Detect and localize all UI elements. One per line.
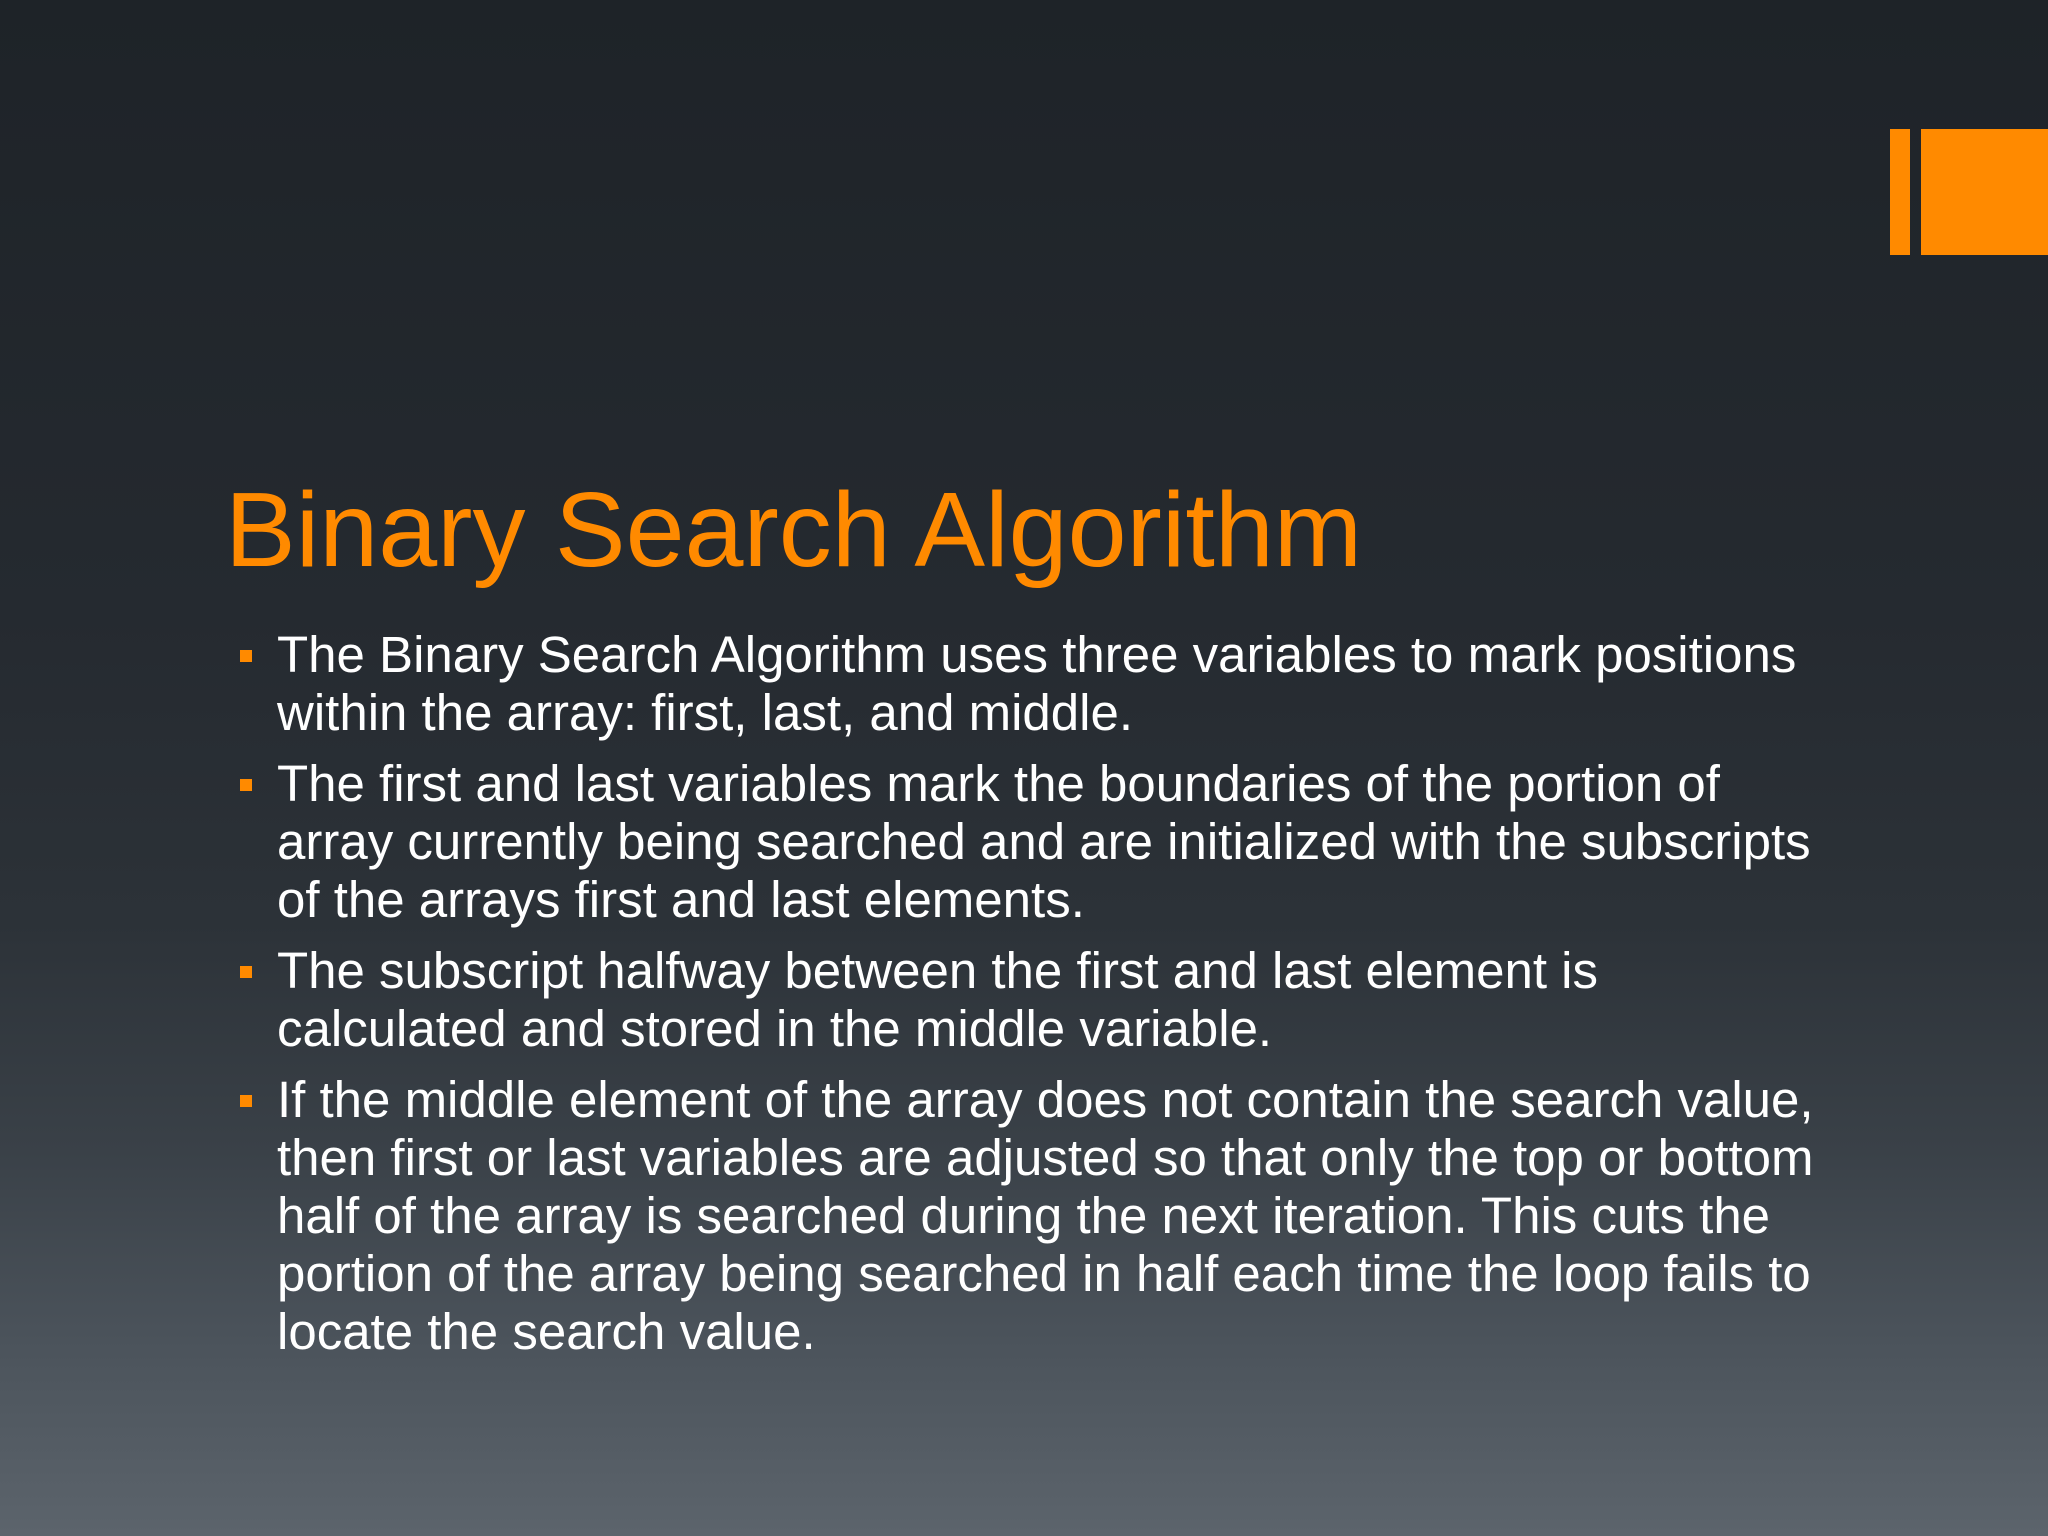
bullet-item [237, 755, 1837, 929]
square-bullet-icon [240, 1095, 252, 1107]
bullet-list [237, 626, 1837, 1374]
bullet-text: If the middle element of the array does not contain the search value, then first or last variables are adjusted so that only the top or bottom half of the array is searched during the next iteration. This cuts the portion of the array being searched in half each time the loop fails to locate the search value. [277, 1071, 1814, 1360]
square-bullet-icon [240, 779, 252, 791]
accent-bar-block [1921, 129, 2048, 255]
square-bullet-icon [240, 966, 252, 978]
square-bullet-icon [240, 650, 252, 662]
bullet-text: The first and last variables mark the boundaries of the portion of array currently being searched and are initialized with the subscripts of the arrays first and last elements. [277, 755, 1811, 928]
bullet-item [237, 1071, 1837, 1361]
accent-bar-thin [1890, 129, 1910, 255]
bullet-item [237, 626, 1837, 742]
slide-title: Binary Search Algorithm [225, 471, 1363, 589]
bullet-item [237, 942, 1837, 1058]
bullet-text: The subscript halfway between the first and last element is calculated and stored in the middle variable. [277, 942, 1598, 1057]
bullet-text: The Binary Search Algorithm uses three variables to mark positions within the array: first, last, and middle. [277, 626, 1797, 741]
